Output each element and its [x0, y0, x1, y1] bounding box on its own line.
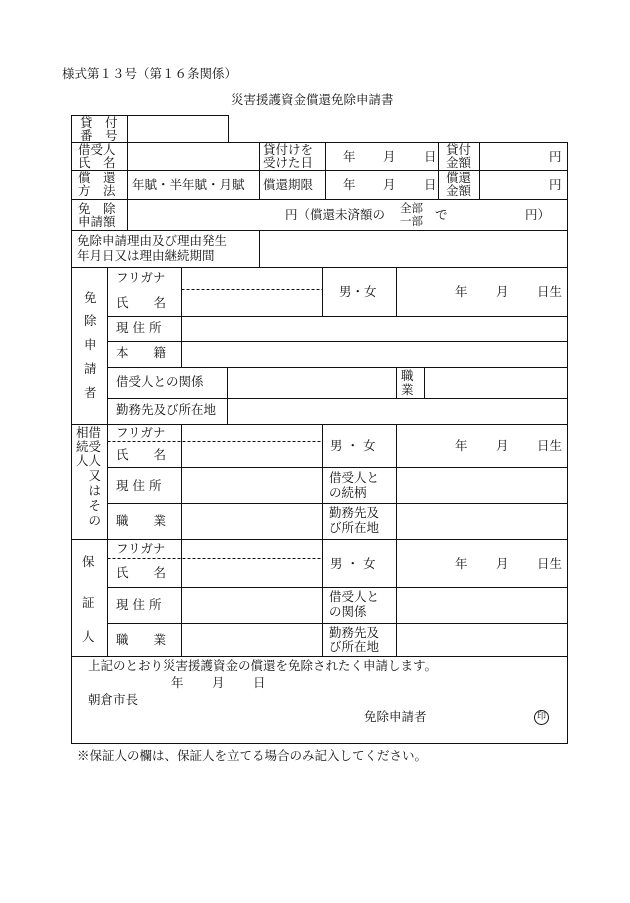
- loan-no-label-1: 貸 付: [80, 115, 118, 130]
- guarantor-relation-label-2: の関係: [329, 604, 367, 619]
- heir-section-1: 相借: [76, 425, 102, 440]
- applicant-section-2: 除: [84, 313, 97, 328]
- borrower-name-label-2: 氏 名: [78, 155, 116, 170]
- repay-deadline-month: 月: [383, 177, 396, 192]
- exempt-amount-label-1: 免 除: [78, 201, 116, 216]
- guarantor-birth-year: 年: [455, 556, 468, 571]
- loan-no-field[interactable]: [130, 117, 226, 141]
- applicant-section-4: 請: [84, 361, 97, 376]
- applicant-address-label: 現 住 所: [116, 320, 162, 335]
- reason-field[interactable]: [262, 233, 565, 265]
- applicant-name-label: 氏 名: [116, 295, 167, 310]
- heir-kinship-label-2: の続柄: [329, 485, 367, 500]
- loan-date-day: 日: [424, 149, 437, 164]
- statement-day: 日: [253, 675, 266, 690]
- guarantor-occupation-label: 職 業: [116, 632, 167, 647]
- applicant-birth-year: 年: [455, 284, 468, 299]
- applicant-workplace-label: 勤務先及び所在地: [116, 402, 217, 417]
- guarantor-birth-month: 月: [496, 556, 509, 571]
- loan-amount-yen: 円: [549, 149, 562, 164]
- guarantor-relation-label-1: 借受人と: [329, 589, 380, 604]
- loan-no-label-2: 番 号: [80, 128, 118, 143]
- repay-amount-yen: 円: [549, 177, 562, 192]
- repay-deadline-day: 日: [424, 177, 437, 192]
- repay-amount-label-1: 償還: [446, 170, 472, 185]
- reason-label-1: 免除申請理由及び理由発生: [77, 233, 228, 248]
- applicant-relation-label: 借受人との関係: [116, 374, 204, 389]
- heir-kinship-label-1: 借受人と: [329, 470, 380, 485]
- loan-amount-label-1: 貸付: [446, 142, 472, 157]
- statement: 上記のとおり災害援護資金の償還を免除されたく申請します。: [88, 658, 438, 673]
- de-text: で: [435, 207, 448, 222]
- applicant-section-1: 免: [84, 290, 97, 305]
- guarantor-section-2: 証: [82, 595, 95, 610]
- guarantor-section-1: 保: [82, 554, 95, 569]
- applicant-honseki-label: 本 籍: [116, 345, 167, 360]
- heir-section-4: 又: [76, 468, 102, 483]
- borrower-name-label-1: 借受人: [78, 142, 116, 157]
- reason-label-2: 年月日又は理由継続期間: [77, 248, 215, 263]
- applicant-birth-month: 月: [496, 284, 509, 299]
- all-part-1[interactable]: 全部: [400, 201, 423, 215]
- exempt-amount-label-2: 申請額: [78, 214, 116, 229]
- repay-method-label-2: 方 法: [78, 183, 116, 198]
- heir-section-3: 人人: [76, 453, 102, 468]
- heir-section-6: そ: [76, 498, 102, 513]
- loan-date-label-1: 貸付けを: [263, 142, 314, 157]
- applicant-signature-label: 免除申請者: [364, 709, 427, 724]
- heir-address-label: 現 住 所: [116, 478, 162, 493]
- applicant-section-5: 者: [84, 385, 97, 400]
- repay-deadline-label: 償還期限: [263, 177, 314, 192]
- guarantor-birth-day: 日生: [537, 556, 563, 571]
- repay-method-label-1: 償 還: [78, 170, 116, 185]
- repay-options[interactable]: 年賦・半年賦・月賦: [132, 177, 245, 192]
- guarantor-sex[interactable]: 男 ・ 女: [330, 556, 376, 571]
- loan-date-label-2: 受けた日: [263, 155, 314, 170]
- yen-close: 円）: [525, 207, 551, 222]
- guarantor-address-label: 現 住 所: [116, 597, 162, 612]
- footnote: ※保証人の欄は、保証人を立てる場合のみ記入してください。: [77, 748, 428, 763]
- heir-section-2: 続受: [76, 439, 102, 454]
- loan-date-month: 月: [383, 149, 396, 164]
- statement-year: 年: [171, 675, 184, 690]
- applicant-section-3: 申: [84, 337, 97, 352]
- borrower-name-field[interactable]: [130, 144, 257, 169]
- addressee: 朝倉市長: [88, 692, 139, 707]
- loan-date-year: 年: [343, 149, 356, 164]
- applicant-birth-day: 日生: [537, 284, 563, 299]
- guarantor-section-3: 人: [82, 629, 95, 644]
- heir-birth-day: 日生: [537, 438, 563, 453]
- heir-furigana-label: フリガナ: [116, 425, 166, 440]
- heir-section-5: は: [76, 483, 102, 498]
- applicant-sex[interactable]: 男・女: [339, 284, 377, 299]
- heir-section-7: の: [76, 513, 102, 528]
- seal-icon: 印: [534, 710, 549, 725]
- repay-amount-label-2: 金額: [446, 183, 472, 198]
- applicant-furigana-label: フリガナ: [116, 270, 166, 285]
- heir-sex[interactable]: 男 ・ 女: [330, 438, 376, 453]
- heir-workloc-label-1: 勤務先及: [329, 505, 380, 520]
- applicant-occupation-label-1: 職: [401, 368, 414, 383]
- guarantor-workloc-label-2: び所在地: [329, 639, 380, 654]
- statement-month: 月: [212, 675, 225, 690]
- repay-deadline-year: 年: [343, 177, 356, 192]
- heir-birth-month: 月: [496, 438, 509, 453]
- guarantor-name-label: 氏 名: [116, 565, 167, 580]
- heir-occupation-label: 職 業: [116, 513, 167, 528]
- loan-amount-label-2: 金額: [446, 155, 472, 170]
- heir-birth-year: 年: [455, 438, 468, 453]
- exempt-amount-text: 円（償還未済額の: [285, 207, 386, 222]
- form-title: 災害援護資金償還免除申請書: [231, 92, 394, 107]
- heir-name-label: 氏 名: [116, 447, 167, 462]
- guarantor-workloc-label-1: 勤務先及: [329, 625, 380, 640]
- all-part-2[interactable]: 一部: [400, 214, 423, 228]
- heir-workloc-label-2: び所在地: [329, 520, 380, 535]
- guarantor-furigana-label: フリガナ: [116, 541, 166, 556]
- applicant-occupation-label-2: 業: [401, 382, 414, 397]
- form-number: 様式第１３号（第１６条関係）: [62, 66, 238, 81]
